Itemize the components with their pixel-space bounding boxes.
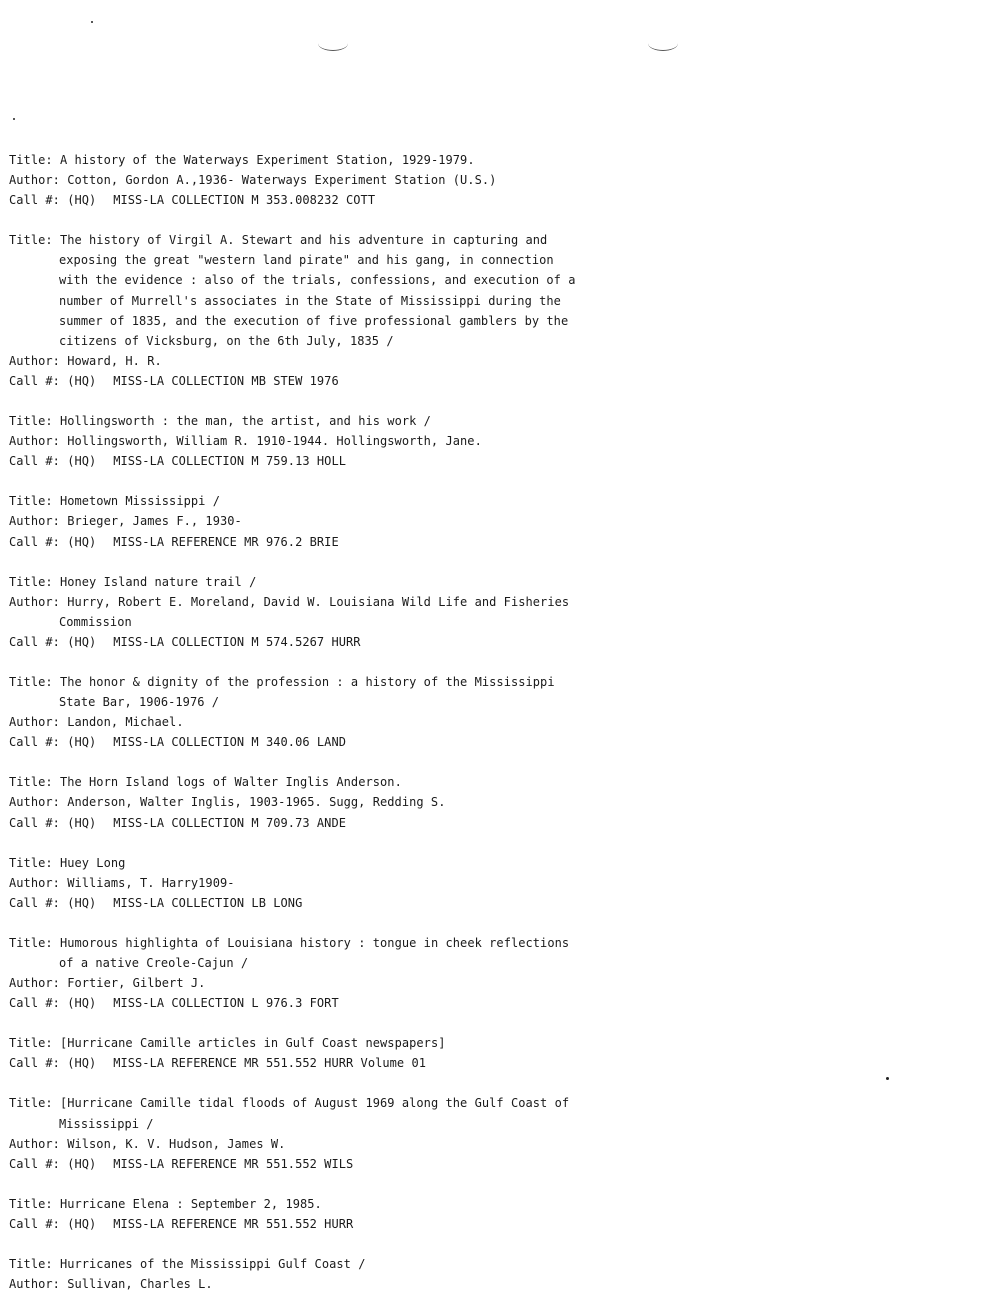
title-text: Hurricane Elena : September 2, 1985. <box>59 1196 322 1211</box>
location-code: (HQ) <box>67 996 97 1011</box>
catalog-entry <box>9 1254 969 1294</box>
call-number-label: Call #: <box>9 534 68 549</box>
author-text: Williams, T. Harry1909- <box>67 875 235 890</box>
author-text: Wilson, K. V. Hudson, James W. <box>67 1136 286 1151</box>
location-code: (HQ) <box>67 1056 97 1071</box>
author-line <box>9 973 969 993</box>
title-label: Title: <box>9 775 60 790</box>
title-label: Title: <box>9 414 60 429</box>
title-text: [Hurricane Camille tidal floods of August 1969 along the Gulf Coast of <box>59 1096 570 1111</box>
catalog-entry <box>9 1093 969 1173</box>
call-number-line <box>9 190 969 210</box>
title-text: State Bar, 1906-1976 / <box>59 695 220 710</box>
catalog-entry <box>9 772 969 832</box>
location-code: (HQ) <box>67 534 97 549</box>
author-continuation <box>9 612 969 632</box>
title-line <box>9 491 969 511</box>
author-line <box>9 431 969 451</box>
author-label: Author: <box>9 1136 68 1151</box>
title-continuation <box>9 692 969 712</box>
title-line <box>9 230 969 250</box>
catalog-entry <box>9 853 969 913</box>
title-text: The history of Virgil A. Stewart and his adventure in capturing and <box>59 233 548 248</box>
title-line <box>9 150 969 170</box>
title-continuation <box>9 331 969 351</box>
title-label: Title: <box>9 1196 60 1211</box>
call-number-line <box>9 893 969 913</box>
title-label: Title: <box>9 233 60 248</box>
title-line <box>9 572 969 592</box>
catalog-entry <box>9 491 969 551</box>
call-number-label: Call #: <box>9 815 68 830</box>
author-text: Brieger, James F., 1930- <box>67 514 242 529</box>
location-code: (HQ) <box>67 1156 97 1171</box>
author-label: Author: <box>9 875 68 890</box>
catalog-entry <box>9 411 969 471</box>
title-line <box>9 1093 969 1113</box>
call-number-line <box>9 1214 969 1234</box>
title-text: citizens of Vicksburg, on the 6th July, 1835 / <box>59 333 394 348</box>
title-text: The honor & dignity of the profession : a history of the Mississippi <box>59 674 555 689</box>
title-label: Title: <box>9 1036 60 1051</box>
catalog-entries <box>9 150 969 1314</box>
author-line <box>9 1134 969 1154</box>
title-label: Title: <box>9 1257 60 1272</box>
call-number-label: Call #: <box>9 735 68 750</box>
punch-hole-mark <box>648 36 678 51</box>
author-label: Author: <box>9 514 68 529</box>
call-number-line <box>9 632 969 652</box>
title-label: Title: <box>9 1096 60 1111</box>
author-line <box>9 1274 969 1294</box>
call-number-label: Call #: <box>9 193 68 208</box>
call-number-label: Call #: <box>9 895 68 910</box>
call-number-line <box>9 993 969 1013</box>
author-label: Author: <box>9 795 68 810</box>
title-text: A history of the Waterways Experiment Station, 1929-1979. <box>59 153 475 167</box>
author-line <box>9 592 969 612</box>
call-number-label: Call #: <box>9 634 68 649</box>
author-text: Hurry, Robert E. Moreland, David W. Louisiana Wild Life and Fisheries <box>67 594 570 609</box>
title-label: Title: <box>9 153 60 167</box>
scan-speck <box>91 21 93 23</box>
title-continuation <box>9 311 969 331</box>
call-number-line <box>9 732 969 752</box>
title-line <box>9 933 969 953</box>
catalog-entry <box>9 1033 969 1073</box>
location-code: (HQ) <box>67 735 97 750</box>
location-code: (HQ) <box>67 815 97 830</box>
catalog-entry <box>9 230 969 391</box>
author-line <box>9 351 969 371</box>
title-label: Title: <box>9 494 60 509</box>
location-code: (HQ) <box>67 373 97 388</box>
title-label: Title: <box>9 674 60 689</box>
catalog-entry <box>9 150 969 210</box>
title-line <box>9 853 969 873</box>
call-number-text: MISS-LA COLLECTION L 976.3 FORT <box>113 996 339 1011</box>
call-number-text: MISS-LA REFERENCE MR 551.552 WILS <box>113 1156 354 1171</box>
author-label: Author: <box>9 434 68 449</box>
call-number-text: MISS-LA COLLECTION M 353.008232 COTT <box>113 193 376 208</box>
title-text: [Hurricane Camille articles in Gulf Coast newspapers] <box>59 1036 446 1051</box>
title-text: summer of 1835, and the execution of five professional gamblers by the <box>59 313 569 328</box>
call-number-label: Call #: <box>9 1156 68 1171</box>
title-text: Hometown Mississippi / <box>59 494 220 509</box>
location-code: (HQ) <box>67 454 97 469</box>
title-text: The Horn Island logs of Walter Inglis Anderson. <box>59 775 402 790</box>
title-continuation <box>9 270 969 290</box>
author-text: Commission <box>59 614 132 629</box>
call-number-text: MISS-LA COLLECTION M 340.06 LAND <box>113 735 346 750</box>
author-text: Landon, Michael. <box>67 715 184 730</box>
punch-hole-mark <box>318 36 348 51</box>
author-text: Anderson, Walter Inglis, 1903-1965. Sugg, Redding S. <box>67 795 446 810</box>
title-continuation <box>9 953 969 973</box>
title-line <box>9 1033 969 1053</box>
call-number-text: MISS-LA COLLECTION M 709.73 ANDE <box>113 815 346 830</box>
call-number-text: MISS-LA COLLECTION MB STEW 1976 <box>113 373 339 388</box>
call-number-text: MISS-LA COLLECTION LB LONG <box>113 895 303 910</box>
author-label: Author: <box>9 976 68 991</box>
call-number-line <box>9 813 969 833</box>
title-text: Hollingsworth : the man, the artist, and his work / <box>59 414 431 429</box>
location-code: (HQ) <box>67 193 97 208</box>
call-number-label: Call #: <box>9 996 68 1011</box>
author-text: Fortier, Gilbert J. <box>67 976 206 991</box>
title-text: with the evidence : also of the trials, confessions, and execution of a <box>59 273 576 288</box>
title-line <box>9 1254 969 1274</box>
location-code: (HQ) <box>67 634 97 649</box>
location-code: (HQ) <box>67 895 97 910</box>
author-text: Howard, H. R. <box>67 353 162 368</box>
call-number-text: MISS-LA COLLECTION M 759.13 HOLL <box>113 454 346 469</box>
call-number-text: MISS-LA COLLECTION M 574.5267 HURR <box>113 634 361 649</box>
title-label: Title: <box>9 855 60 870</box>
author-line <box>9 712 969 732</box>
title-continuation <box>9 1114 969 1134</box>
title-text: number of Murrell's associates in the State of Mississippi during the <box>59 293 561 308</box>
title-continuation <box>9 291 969 311</box>
author-line <box>9 792 969 812</box>
title-line <box>9 772 969 792</box>
catalog-entry <box>9 1194 969 1234</box>
title-text: Hurricanes of the Mississippi Gulf Coast / <box>59 1257 366 1272</box>
call-number-label: Call #: <box>9 1056 68 1071</box>
scan-speck <box>13 118 15 120</box>
author-text: Hollingsworth, William R. 1910-1944. Hollingsworth, Jane. <box>67 434 482 449</box>
title-text: Honey Island nature trail / <box>59 574 257 589</box>
author-label: Author: <box>9 715 68 730</box>
title-continuation <box>9 250 969 270</box>
call-number-line <box>9 371 969 391</box>
title-text: of a native Creole-Cajun / <box>59 956 249 970</box>
call-number-line <box>9 451 969 471</box>
call-number-label: Call #: <box>9 1216 68 1231</box>
title-label: Title: <box>9 574 60 589</box>
title-line <box>9 1194 969 1214</box>
title-text: Humorous highlighta of Louisiana history : tongue in cheek reflections <box>59 935 570 950</box>
call-number-label: Call #: <box>9 373 68 388</box>
catalog-entry <box>9 672 969 752</box>
title-text: exposing the great "western land pirate" and his gang, in connection <box>59 253 554 268</box>
location-code: (HQ) <box>67 1216 97 1231</box>
author-text: Cotton, Gordon A.,1936- Waterways Experiment Station (U.S.) <box>67 173 497 188</box>
author-line <box>9 511 969 531</box>
title-line <box>9 411 969 431</box>
call-number-text: MISS-LA REFERENCE MR 551.552 HURR <box>113 1216 354 1231</box>
author-label: Author: <box>9 353 68 368</box>
call-number-line <box>9 1053 969 1073</box>
call-number-line <box>9 1154 969 1174</box>
title-text: Huey Long <box>59 855 126 870</box>
call-number-text: MISS-LA REFERENCE MR 551.552 HURR Volume 01 <box>113 1056 427 1071</box>
author-label: Author: <box>9 1277 68 1292</box>
author-line <box>9 170 969 190</box>
title-label: Title: <box>9 935 60 950</box>
title-text: Mississippi / <box>59 1116 154 1131</box>
author-label: Author: <box>9 173 68 188</box>
author-line <box>9 873 969 893</box>
catalog-entry <box>9 933 969 1013</box>
title-line <box>9 672 969 692</box>
author-label: Author: <box>9 594 68 609</box>
call-number-label: Call #: <box>9 454 68 469</box>
author-text: Sullivan, Charles L. <box>67 1277 213 1292</box>
call-number-text: MISS-LA REFERENCE MR 976.2 BRIE <box>113 534 339 549</box>
call-number-line <box>9 532 969 552</box>
catalog-entry <box>9 572 969 652</box>
